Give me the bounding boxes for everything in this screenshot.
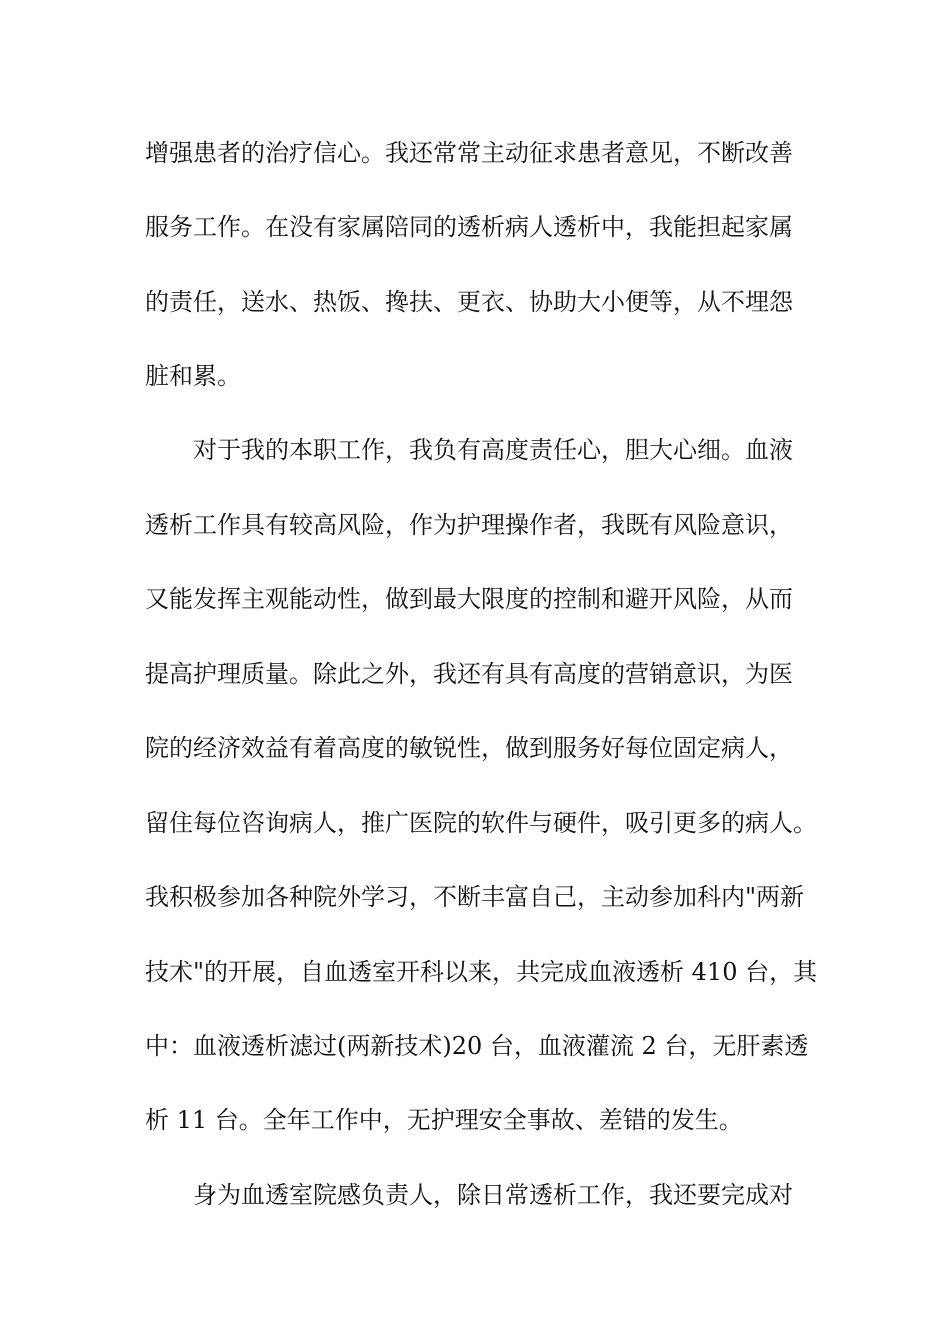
text-line: 透析工作具有较高风险，作为护理操作者，我既有风险意识， <box>145 511 793 539</box>
text-line: 脏和累。 <box>145 362 241 390</box>
text-line: 服务工作。在没有家属陪同的透析病人透析中，我能担起家属 <box>145 213 793 241</box>
text-line: 析 11 台。全年工作中，无护理安全事故、差错的发生。 <box>145 1106 743 1134</box>
text-line: 留住每位咨询病人，推广医院的软件与硬件，吸引更多的病人。 <box>145 809 817 837</box>
text-line: 技术"的开展，自血透室开科以来，共完成血液透析 410 台，其 <box>145 958 818 986</box>
text-line: 的责任，送水、热饭、搀扶、更衣、协助大小便等，从不埋怨 <box>145 288 793 316</box>
text-line: 我积极参加各种院外学习，不断丰富自己，主动参加科内"两新 <box>145 883 805 911</box>
paragraph-first-line: 对于我的本职工作，我负有高度责任心，胆大心细。血液 <box>193 436 793 464</box>
text-line: 增强患者的治疗信心。我还常常主动征求患者意见，不断改善 <box>145 139 793 167</box>
text-line: 院的经济效益有着高度的敏锐性，做到服务好每位固定病人， <box>145 734 793 762</box>
text-line: 又能发挥主观能动性，做到最大限度的控制和避开风险，从而 <box>145 585 793 613</box>
text-line: 中：血液透析滤过(两新技术)20 台，血液灌流 2 台，无肝素透 <box>145 1032 809 1060</box>
text-line: 提高护理质量。除此之外，我还有具有高度的营销意识，为医 <box>145 660 793 688</box>
paragraph-first-line: 身为血透室院感负责人，除日常透析工作，我还要完成对 <box>193 1181 793 1209</box>
